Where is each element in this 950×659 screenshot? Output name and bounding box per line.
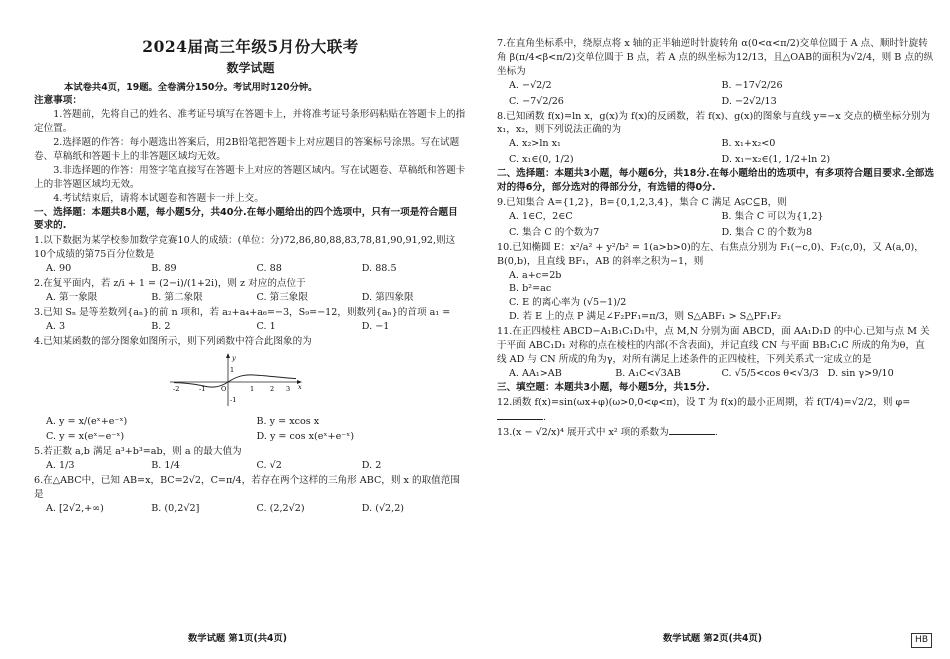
option-c: C. x₁∈(0, 1/2) — [509, 154, 574, 166]
question-9 — [497, 196, 934, 240]
section-2-heading: 二、选择题：本题共3小题，每小题6分，共18分.在每小题给出的选项中，有多项符合题目要求.全部选对的得6分，部分选对的得部分分，有选错的得0分. — [497, 168, 934, 194]
options-grid — [509, 210, 934, 240]
tick-label: -2 — [173, 384, 180, 393]
option-b: B. (0,2√2] — [151, 502, 200, 514]
option-b: B. 1/4 — [151, 460, 180, 472]
options-grid — [509, 79, 934, 109]
note-item: 3.非选择题的作答：用签字笔直接写在答题卡上对应的答题区域内。写在试题卷、草稿纸和答题卡上的非答题区域均无效。 — [34, 164, 466, 190]
tick-label: 1 — [250, 384, 255, 393]
note-item: 1.答题前，先将自己的姓名、准考证号填写在答题卡上，并将准考证号条形码粘贴在答题卡上的指定位置。 — [34, 109, 466, 135]
option-d: D. 若 E 上的点 P 满足∠F₂PF₁=π/3，则 S△ABF₁ > S△PF₁F₂ — [509, 311, 782, 323]
option-d: D. sin γ>9/10 — [827, 367, 894, 379]
question-text: 12.函数 f(x)=sin(ωx+φ)(ω>0,0<φ<π)，设 T 为 f(x)的最小正周期，若 f(T/4)=√2/2，则 φ= — [497, 396, 911, 408]
option-b: B. 集合 C 可以为{1,2} — [721, 210, 824, 222]
option-a: A. [2√2,+∞) — [46, 502, 104, 514]
question-stem: 11.在正四棱柱 ABCD−A₁B₁C₁D₁中，点 M,N 分别为面 ABCD，面 AA₁D₁D 的中心.已知与点 M 关于平面 ABC₁D₁ 对称的点在棱柱的内部(不含表面)，并记直线 CN 与平面 BB₁C₁C 所成的角为θ，直线 AD 与 CN 所成的角为γ，对所有满足上述条件的正四棱柱，下列关系式一定成立的是 — [497, 326, 930, 365]
function-curve — [174, 374, 296, 386]
option-c: C. (2,2√2) — [256, 502, 305, 514]
question-stem: 9.已知集合 A={1,2}，B={0,1,2,3,4}，集合 C 满足 A⫋C⊆B，则 — [497, 196, 787, 208]
option-d: D. 集合 C 的个数为8 — [721, 226, 813, 238]
option-d: D. 第四象限 — [361, 292, 414, 304]
exam-subtitle: 数学试题 — [226, 61, 275, 76]
options-row — [46, 459, 467, 473]
tick-label: 3 — [286, 384, 291, 393]
option-a: A. AA₁>AB — [509, 367, 562, 379]
option-b: B. 2 — [151, 320, 171, 332]
option-b: B. y = xcos x — [256, 415, 320, 427]
question-stem: 4.已知某函数的部分图象如图所示，则下列函数中符合此图象的为 — [34, 335, 312, 347]
option-a: A. 90 — [46, 263, 72, 275]
option-a: A. 1∈C，2∈C — [509, 210, 573, 222]
options-grid — [509, 137, 934, 167]
question-stem: 1.以下数据为某学校参加数学竞赛10人的成绩：(单位：分)72,86,80,88,83,78,81,90,91,92,则这10个成绩的第75百分位数是 — [34, 235, 456, 261]
option-a: A. 3 — [46, 320, 66, 332]
option-c: C. y = x(eˣ−e⁻ˣ) — [46, 431, 125, 443]
tick-label: -1 — [230, 395, 237, 404]
section-1-heading: 一、选择题：本题共8小题，每小题5分，共40分.在每小题给出的四个选项中，只有一项是符合题目要求的. — [34, 206, 458, 232]
page-right — [475, 0, 950, 659]
question-11 — [497, 325, 934, 381]
options-row — [46, 262, 467, 276]
question-1 — [34, 234, 467, 276]
option-a: A. −√2/2 — [509, 79, 552, 91]
note-item: 2.选择题的作答：每小题选出答案后，用2B铅笔把答题卡上对应题目的答案标号涂黑。写在试题卷、草稿纸和答题卡上的非答题区域均无效。 — [34, 137, 460, 162]
question-3 — [34, 306, 467, 334]
tick-label: 2 — [270, 384, 275, 393]
note-item: 4.考试结束后，请将本试题卷和答题卡一并上交。 — [53, 192, 264, 204]
question-stem — [497, 396, 934, 425]
option-a: A. y = x/(eˣ+e⁻ˣ) — [46, 415, 128, 427]
question-6 — [34, 474, 467, 516]
y-axis-label: y — [232, 353, 236, 362]
version-badge: HB — [911, 633, 932, 648]
option-d: D. (√2,2) — [361, 502, 405, 514]
origin-label: O — [221, 384, 227, 393]
question-13 — [497, 425, 934, 440]
option-d: D. 2 — [361, 460, 382, 472]
question-stem: 10.已知椭圆 E：x²/a² + y²/b² = 1(a>b>0)的左、右焦点分别为 F₁(−c,0)、F₂(c,0)，又 A(a,0)，B(0,b)，且直线 BF₁，AB 的斜率之积为−1，则 — [497, 241, 924, 267]
option-c: C. √2 — [256, 460, 282, 472]
option-d: D. 88.5 — [361, 263, 397, 275]
answer-blank — [669, 425, 715, 435]
exam-title: 2024届高三年级5月份大联考 — [142, 37, 359, 56]
question-7 — [497, 37, 934, 109]
option-c: C. E 的离心率为 (√5−1)/2 — [509, 297, 627, 309]
question-stem: 5.若正数 a,b 满足 a³+b³=ab，则 a 的最大值为 — [34, 446, 242, 458]
answer-blank — [497, 410, 543, 420]
function-graph — [166, 352, 306, 408]
question-tail: . — [543, 411, 547, 423]
question-stem — [497, 425, 934, 440]
options-row — [509, 367, 934, 381]
question-text: 13.(x − √2/x)⁴ 展开式中 x² 项的系数为 — [497, 427, 669, 439]
question-12 — [497, 396, 934, 425]
section-3-heading: 三、填空题：本题共3小题，每小题5分，共15分. — [497, 381, 710, 393]
question-10 — [497, 241, 934, 324]
option-a: A. x₂>ln x₁ — [509, 138, 561, 150]
option-d: D. y = cos x(eˣ+e⁻ˣ) — [256, 431, 355, 443]
options-row — [46, 291, 467, 305]
page-footer: 数学试题 第1页(共4页) — [187, 632, 288, 644]
exam-meta: 本试卷共4页，19题。全卷满分150分。考试用时120分钟。 — [64, 81, 318, 93]
question-2 — [34, 277, 467, 305]
option-b: B. x₁+x₂<0 — [721, 138, 776, 150]
notes-header: 注意事项： — [34, 95, 82, 107]
option-c: C. √5/5<cos θ<√3/3 — [721, 367, 819, 379]
option-b: B. A₁C<√3AB — [615, 367, 681, 379]
option-d: D. −1 — [361, 320, 390, 332]
question-5 — [34, 445, 467, 473]
option-d: D. x₁−x₂∈(1, 1/2+ln 2) — [721, 154, 831, 166]
option-a: A. 1/3 — [46, 460, 75, 472]
option-a: A. 第一象限 — [46, 292, 98, 304]
question-stem: 2.在复平面内，若 z/i + 1 = (2−i)/(1+2i)，则 z 对应的点位于 — [34, 278, 306, 290]
question-stem: 6.在△ABC中，已知 AB=x，BC=2√2，C=π/4，若存在两个这样的三角形 ABC，则 x 的取值范围是 — [34, 475, 460, 501]
option-a: A. a+c=2b — [509, 269, 562, 281]
options-grid — [46, 415, 467, 445]
option-d: D. −2√2/13 — [721, 95, 777, 107]
option-c: C. −7√2/26 — [509, 95, 564, 107]
option-b: B. −17√2/26 — [721, 79, 783, 91]
options-row — [46, 320, 467, 334]
x-axis-label: x — [298, 382, 302, 391]
tick-label: -1 — [199, 384, 206, 393]
question-stem: 8.已知函数 f(x)=ln x，g(x)为 f(x)的反函数，若 f(x)、g(x)的图象与直线 y=−x 交点的横坐标分别为 x₁，x₂，则下列说法正确的为 — [497, 110, 931, 136]
question-stem: 7.在直角坐标系中，绕原点将 x 轴的正半轴逆时针旋转角 α(0<α<π/2)交单位圆于 A 点、顺时针旋转角 β(π/4<β<π/2)交单位圆于 B 点，若 A 点的纵坐标为12/13，且△OAB的面积为√2/4，则 B 点的纵坐标为 — [497, 38, 934, 77]
option-b: B. 第二象限 — [151, 292, 203, 304]
tick-label: 1 — [230, 365, 235, 374]
question-4 — [34, 335, 467, 445]
option-b: B. 89 — [151, 263, 177, 275]
question-8 — [497, 110, 934, 168]
option-c: C. 集合 C 的个数为7 — [509, 226, 600, 238]
question-tail: . — [714, 427, 718, 439]
options-row — [46, 502, 467, 516]
option-c: C. 第三象限 — [256, 292, 308, 304]
option-c: C. 1 — [256, 320, 276, 332]
option-c: C. 88 — [256, 263, 282, 275]
question-stem: 3.已知 Sₙ 是等差数列{aₙ}的前 n 项和，若 a₂+a₄+a₆=−3，S₉=−12，则数列{aₙ}的首项 a₁ = — [34, 306, 451, 318]
page-footer: 数学试题 第2页(共4页) — [662, 632, 763, 644]
option-b: B. b²=ac — [509, 283, 552, 295]
y-axis-arrow-icon — [226, 353, 230, 358]
